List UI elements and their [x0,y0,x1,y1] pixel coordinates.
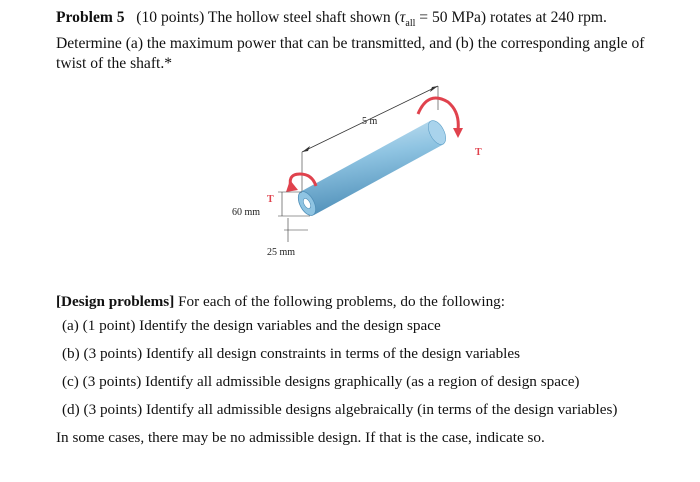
problem-statement [56,8,656,74]
design-problems [56,292,666,452]
design-item-c: (c) (3 points) Identify all admissible designs graphically (as a region of design space) [62,373,580,390]
outer-diameter-label: 60 mm [232,207,261,218]
problem-text-part2: = 50 MPa) rotates at 240 rpm. Determine (a) the maximum power that can be transmitted, and (b) the corresponding angle of twist of the shaft.* [56,9,645,73]
tau-subscript: all [405,18,416,30]
design-item-a: (a) (1 point) Identify the design variables and the design space [62,317,441,334]
design-heading-line [56,292,666,312]
problem-points: (10 points) [136,9,205,26]
shaft-diagram [220,80,500,275]
design-note: In some cases, there may be no admissible design. If that is the case, indicate so. [56,429,545,446]
problem-label: Problem 5 [56,9,125,26]
design-heading: [Design problems] [56,293,175,310]
torque-label-right: T [475,147,482,158]
length-label: 5 m [362,116,378,127]
tau-symbol: τ [399,9,406,26]
hollow-shaft [295,118,450,219]
torque-label-left: T [267,194,274,205]
inner-diameter-label: 25 mm [267,247,296,258]
design-item-d: (d) (3 points) Identify all admissible designs algebraically (in terms of the design variables) [62,401,618,418]
shaft-figure [220,80,500,275]
problem-text-part1: The hollow steel shaft shown ( [207,9,400,26]
design-item-b: (b) (3 points) Identify all design constraints in terms of the design variables [62,345,521,362]
design-intro: For each of the following problems, do the following: [174,293,505,310]
